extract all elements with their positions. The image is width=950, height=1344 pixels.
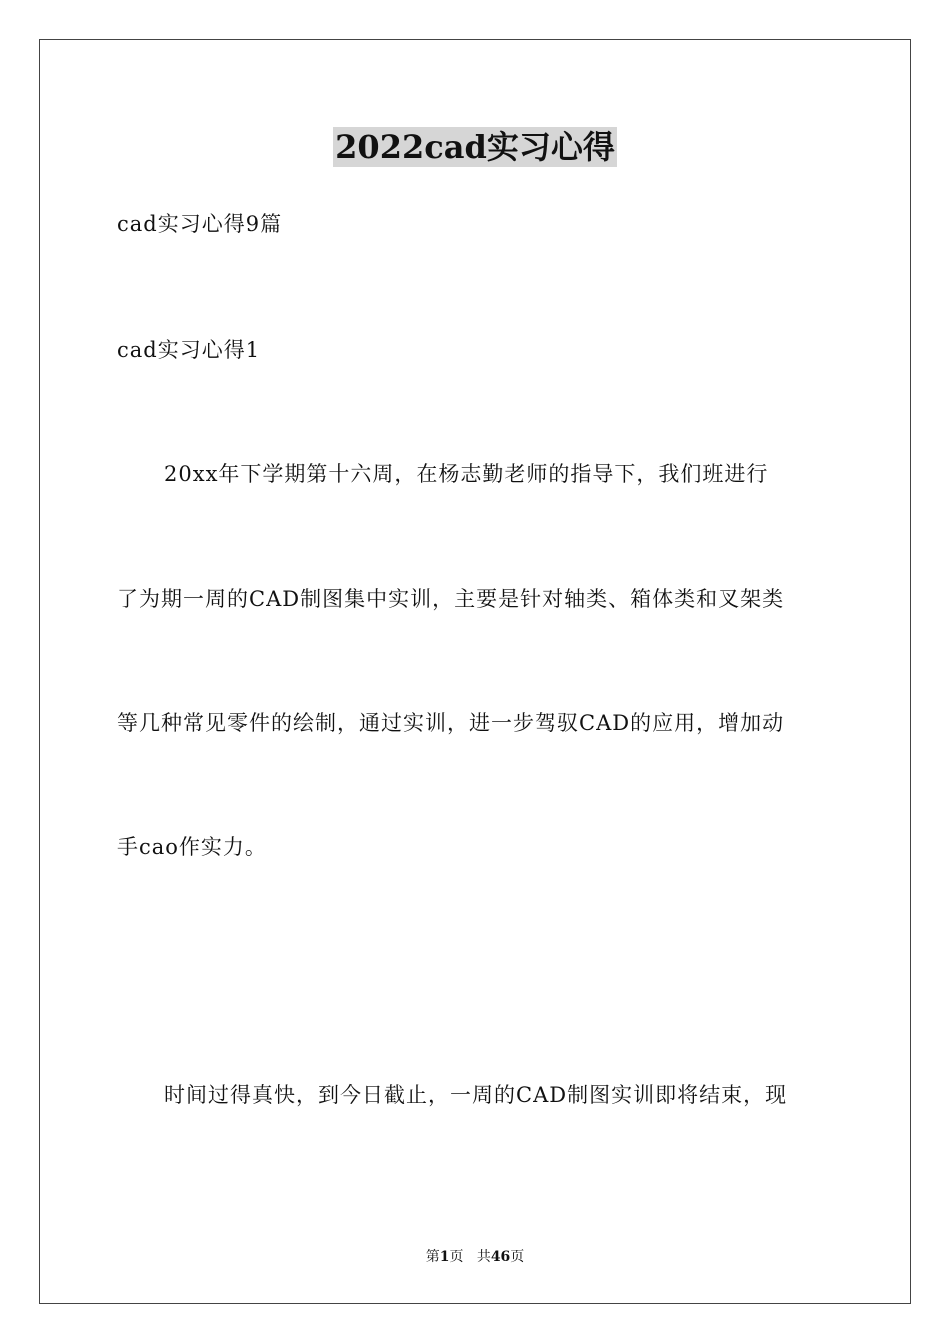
footer-current-page: 1 <box>439 1249 450 1265</box>
paragraph1-line2: 了为期一周的CAD制图集中实训，主要是针对轴类、箱体类和叉架类 <box>117 587 785 611</box>
page-footer <box>0 1247 950 1267</box>
document-title: 2022cad实习心得 <box>335 128 615 166</box>
paragraph1-line3: 等几种常见零件的绘制，通过实训，进一步驾驭CAD的应用，增加动 <box>117 711 785 735</box>
footer-page-prefix: 第 <box>425 1249 440 1265</box>
footer-total-prefix: 共 <box>476 1249 491 1265</box>
footer-total-suffix: 页 <box>510 1249 525 1265</box>
section-heading: cad实习心得1 <box>117 338 261 362</box>
paragraph1-line1: 20xx年下学期第十六周，在杨志勤老师的指导下，我们班进行 <box>164 462 769 486</box>
document-subtitle: cad实习心得9篇 <box>117 212 283 236</box>
paragraph2-line1: 时间过得真快，到今日截止，一周的CAD制图实训即将结束，现 <box>164 1083 788 1107</box>
title-container <box>0 127 950 167</box>
footer-page-suffix: 页 <box>449 1249 464 1265</box>
footer-total-pages: 46 <box>490 1249 511 1265</box>
paragraph1-line4: 手cao作实力。 <box>117 835 267 859</box>
